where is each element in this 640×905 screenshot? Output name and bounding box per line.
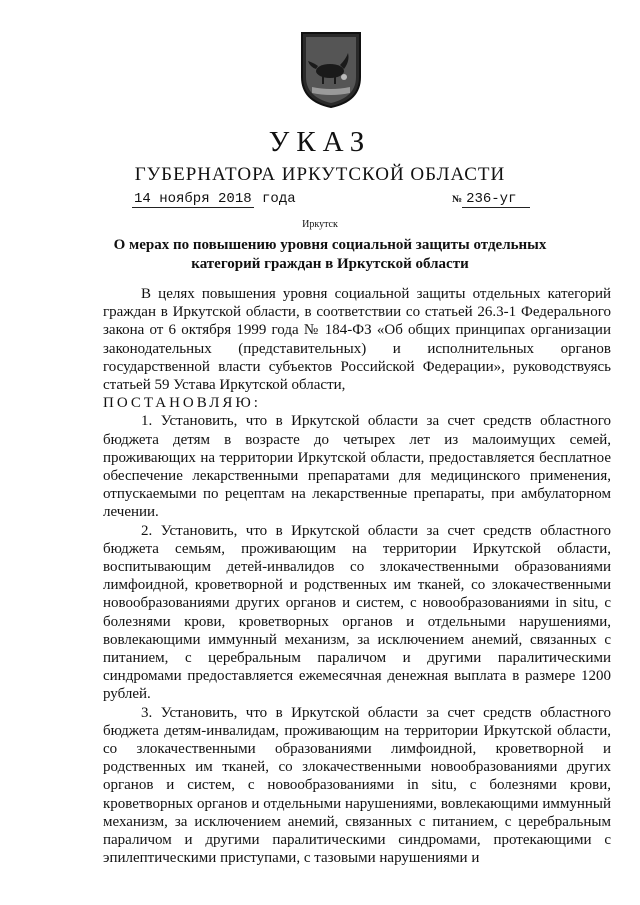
preamble-paragraph: В целях повышения уровня социальной защиты отдельных категорий граждан в Иркутской области, в соответствии со статьей 26.3-1 Федерального закона от 6 октября 1999 года № 184-ФЗ «Об общих принципах организации законодательных (представительных) и исполнительных органов государственной власти субъектов Российской Федерации», руководствуясь статьей 59 Устава Иркутской области, — [103, 286, 611, 394]
date-value: 14 ноября 2018 — [134, 191, 252, 207]
item-2-paragraph: 2. Установить, что в Иркутской области за счет средств областного бюджета семьям, проживающим на территории Иркутской области, воспитывающим детей-инвалидов со злокачественными образованиями лимфоидной, кроветворной и родственных им тканей, со злокачественными новообразованиями других органов и систем, с новообразованиями in situ, с болезнями крови, кроветворных органов и отдельными нарушениями, вовлекающими иммунный механизм, за исключением анемий, связанных с питанием, с церебральным параличом и другими паралитическими синдромами предоставляется ежемесячная денежная выплата в размере 1200 рублей. — [103, 522, 611, 703]
document-title: УКАЗ — [268, 126, 372, 158]
item-3-paragraph: 3. Установить, что в Иркутской области за счет средств областного бюджета детям-инвалидам, проживающим на территории Иркутской области, со злокачественными образованиями лимфоидной, кроветворной и родственных им тканей, со злокачественными новообразованиями других органов и систем, с новообразованиями in situ, с болезнями крови, кроветворных органов и отдельными нарушениями, вовлекающими иммунный механизм, за исключением анемий, связанных с питанием, с церебральным параличом и другими паралитическими синдромами, протекающими с эпилептическими приступами, с тазовыми нарушениями и — [103, 704, 611, 867]
document-heading — [110, 236, 550, 274]
document-date — [132, 191, 296, 208]
heading-line-1: О мерах по повышению уровня социальной защиты отдельных — [113, 237, 547, 253]
document-city: Иркутск — [302, 219, 338, 230]
document-number — [452, 191, 530, 208]
number-label: № — [452, 194, 463, 205]
document-subtitle: ГУБЕРНАТОРА ИРКУТСКОЙ ОБЛАСТИ — [134, 164, 506, 185]
irkutsk-coat-of-arms-icon — [300, 31, 362, 109]
document-body — [103, 285, 611, 868]
item-1-paragraph: 1. Установить, что в Иркутской области за счет средств областного бюджета детям в возрасте до четырех лет из малоимущих семей, проживающих на территории Иркутской области, предоставляется бесплатное обеспечение лекарственными препаратами для медицинского применения, отпускаемыми по рецептам на лекарственные препараты, при амбулаторном лечении. — [103, 413, 611, 521]
number-value: 236-уг — [462, 191, 530, 208]
heading-line-2: категорий граждан в Иркутской области — [191, 256, 469, 272]
decree-word: ПОСТАНОВЛЯЮ: — [103, 395, 261, 412]
date-suffix: года — [262, 191, 296, 207]
